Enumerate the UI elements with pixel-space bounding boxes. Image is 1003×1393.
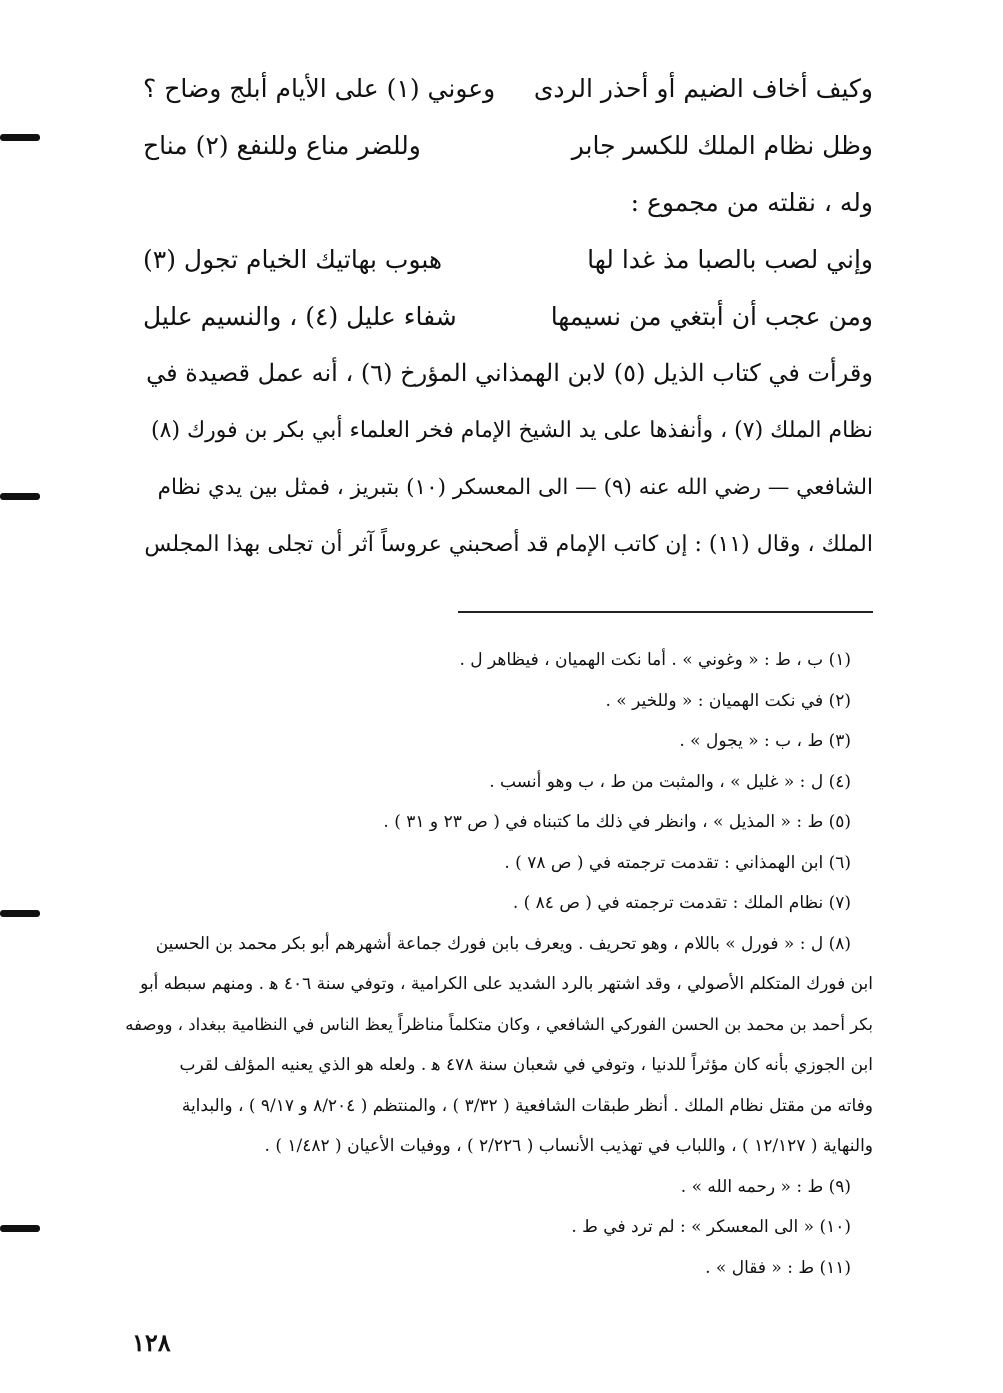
page-number: ١٢٨: [132, 1328, 171, 1357]
margin-mark: [0, 1225, 40, 1232]
footnote: (١) ب ، ط : « وغوني » . أما نكت الهميان ، فيظاهر ل .: [459, 650, 851, 670]
verse-line: [143, 117, 873, 174]
verse-line: [143, 231, 873, 288]
verse-first-hemistich: وكيف أخاف الضيم أو أحذر الردى: [533, 74, 873, 103]
verse-line: [143, 60, 873, 117]
verse-first-hemistich: وإني لصب بالصبا مذ غدا لها: [587, 245, 873, 274]
footnote-long-line: ابن الجوزي بأنه كان مؤثراً للدنيا ، وتوفي في شعبان سنة ٤٧٨ ﻫ . ولعله هو الذي يعنيه المؤلف لقرب: [179, 1055, 873, 1075]
footnote-long-line: بكر أحمد بن محمد بن الحسن الفوركي الشافعي ، وكان متكلماً مناظراً يعظ الناس في النظامية ببغداد ، ووصفه: [125, 1014, 873, 1034]
footnote-long-line: ابن فورك المتكلم الأصولي ، وقد اشتهر بالرد الشديد على الكرامية ، وتوفي سنة ٤٠٦ ﻫ . ومنهم سبطه أبو: [140, 974, 873, 994]
footnote: (٣) ط ، ب : « يجول » .: [679, 731, 851, 751]
footnote: (٢) في نكت الهميان : « وللخير » .: [605, 690, 851, 711]
verse-line: [143, 288, 873, 345]
verse-second-hemistich: هبوب بهاتيك الخيام تجول (٣): [143, 245, 443, 274]
prose-line: نظام الملك (٧) ، وأنفذها على يد الشيخ الإمام فخر العلماء أبي بكر بن فورك (٨): [151, 418, 873, 443]
footnote-long-line: والنهاية ( ١٢/١٢٧ ) ، واللباب في تهذيب الأنساب ( ٢/٢٢٦ ) ، ووفيات الأعيان ( ١/٤٨٢ ) .: [264, 1136, 873, 1156]
footnote: (٦) ابن الهمذاني : تقدمت ترجمته في ( ص ٧٨ ) .: [504, 852, 851, 873]
footnote: (١١) ط : « فقال » .: [705, 1257, 851, 1278]
prose-line: وقرأت في كتاب الذيل (٥) لابن الهمذاني المؤرخ (٦) ، أنه عمل قصيدة في: [146, 359, 873, 387]
main-text: [143, 60, 873, 573]
footnote: (٩) ط : « رحمه الله » .: [680, 1176, 851, 1197]
footnote: (٤) ل : « غليل » ، والمثبت من ط ، ب وهو أنسب .: [489, 771, 851, 792]
margin-mark: [0, 910, 40, 917]
footnotes: [108, 640, 873, 1288]
footnote: (٥) ط : « المذيل » ، وانظر في ذلك ما كتبناه في ( ص ٢٣ و ٣١ ) .: [383, 812, 851, 832]
verse-first-hemistich: وظل نظام الملك للكسر جابر: [571, 131, 873, 160]
prose-line: الشافعي — رضي الله عنه (٩) — الى المعسكر (١٠) بتبريز ، فمثل بين يدي نظام: [157, 475, 873, 500]
intro-line: وله ، نقلته من مجموع :: [630, 188, 873, 217]
footnote-long-line: (٨) ل : « فورل » باللام ، وهو تحريف . ويعرف بابن فورك جماعة أشهرهم أبو بكر محمد بن الحسين: [155, 933, 851, 954]
footnote-divider: [458, 611, 873, 613]
footnote-long-line: وفاته من مقتل نظام الملك . أنظر طبقات الشافعية ( ٣/٣٢ ) ، والمنتظم ( ٨/٢٠٤ و ٩/١٧ ) ، والبداية: [181, 1095, 873, 1116]
prose-line: الملك ، وقال (١١) : إن كاتب الإمام قد أصحبني عروساً آثر أن تجلى بهذا المجلس: [144, 532, 873, 557]
verse-second-hemistich: وللضر مناع وللنفع (٢) مناح: [143, 131, 421, 160]
verse-second-hemistich: شفاء عليل (٤) ، والنسيم عليل: [143, 302, 457, 331]
footnote: (٧) نظام الملك : تقدمت ترجمته في ( ص ٨٤ ) .: [512, 893, 851, 913]
margin-mark: [0, 134, 40, 141]
verse-second-hemistich: وعوني (١) على الأيام أبلج وضاح ؟: [143, 74, 496, 103]
margin-mark: [0, 493, 40, 500]
verse-first-hemistich: ومن عجب أن أبتغي من نسيمها: [550, 302, 873, 331]
footnote: (١٠) « الى المعسكر » : لم ترد في ط .: [571, 1217, 851, 1237]
